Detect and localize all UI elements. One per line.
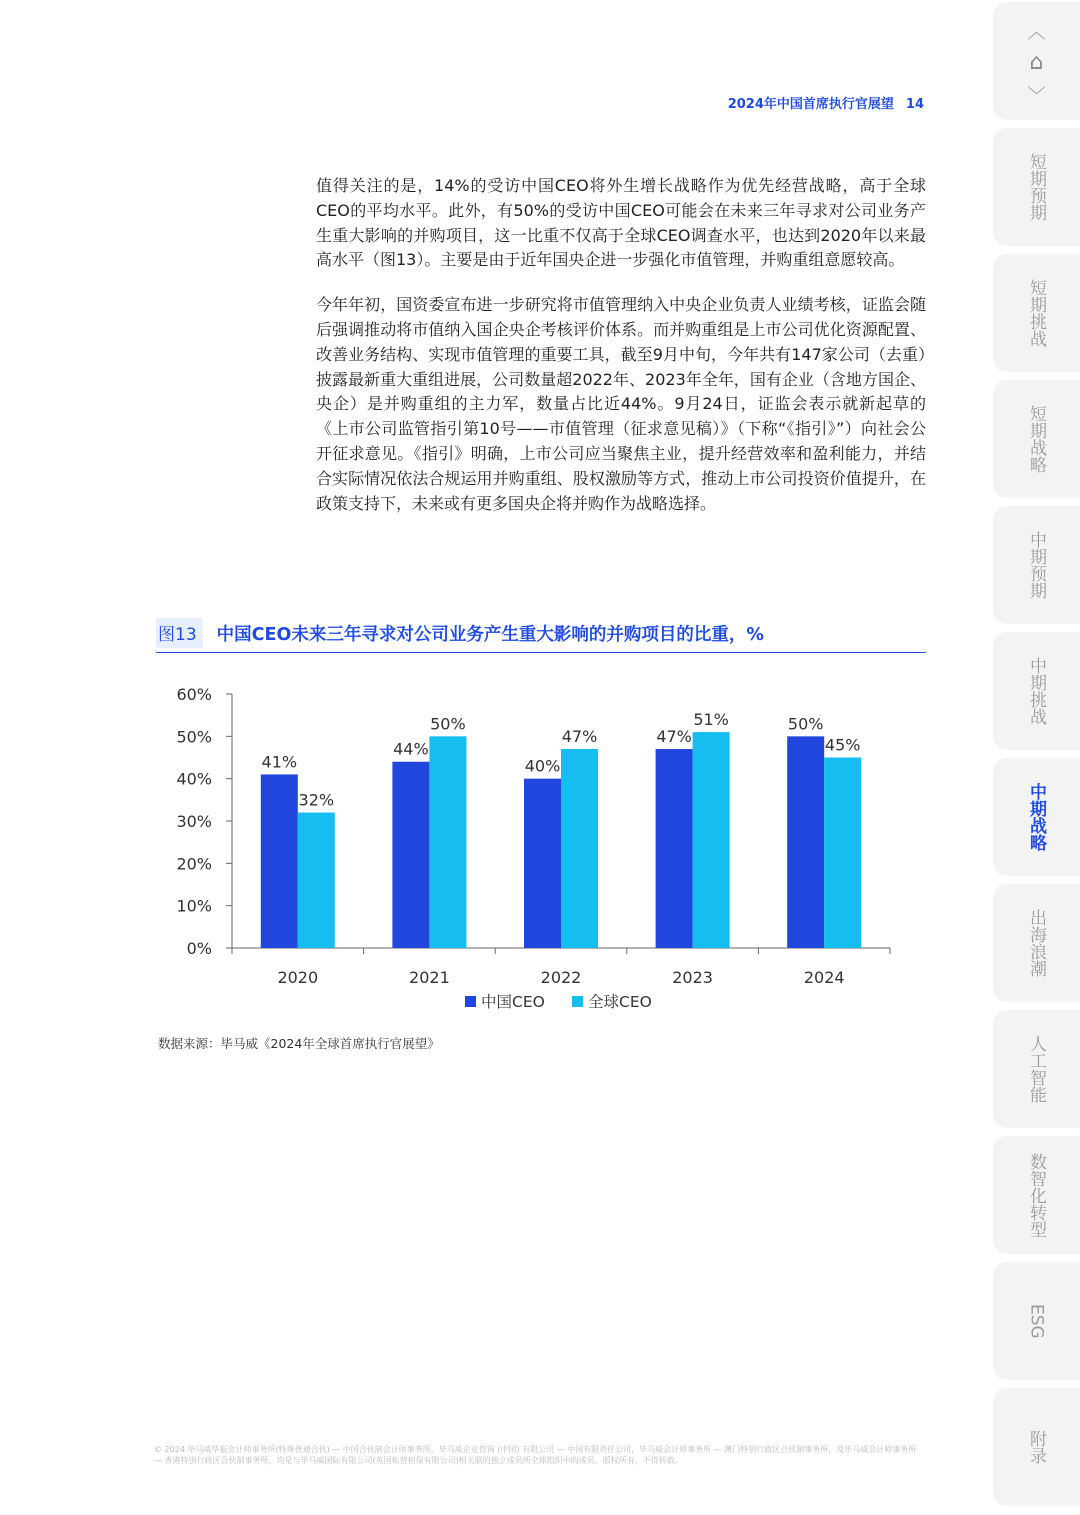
report-title: 2024年中国首席执行官展望: [727, 97, 894, 112]
chevron-down-icon[interactable]: ﹀: [1027, 86, 1046, 107]
bar-chart: [150, 676, 910, 1026]
figure-source: 数据来源：毕马威《2024年全球首席执行官展望》: [158, 1036, 440, 1051]
x-tick-label: 2024: [803, 968, 845, 987]
nav-tab-label: 短期预期: [1026, 153, 1046, 221]
nav-tab-label: ESG: [1026, 1303, 1047, 1339]
nav-tab-label: 数智化转型: [1026, 1152, 1046, 1238]
x-tick-label: 2022: [540, 968, 582, 987]
data-label: 45%: [824, 735, 861, 755]
bar-global-ceo: [429, 736, 466, 948]
nav-tab-label: 出海浪潮: [1026, 909, 1046, 977]
data-label: 47%: [656, 727, 692, 747]
y-tick-label: 20%: [176, 854, 212, 874]
nav-tab-3[interactable]: [993, 380, 1080, 498]
data-label: 50%: [430, 714, 466, 734]
body-text: [316, 174, 926, 536]
nav-tab-label: 中期战略: [1026, 783, 1046, 851]
legend-swatch: [572, 996, 583, 1007]
bar-global-ceo: [693, 732, 730, 948]
figure-title: 中国CEO未来三年寻求对公司业务产生重大影响的并购项目的比重，%: [216, 625, 764, 645]
nav-controls: [993, 2, 1080, 120]
nav-tab-label: 中期挑战: [1026, 657, 1046, 725]
legend-label: 全球CEO: [588, 993, 652, 1011]
nav-tab-label: 短期战略: [1026, 405, 1046, 473]
y-tick-label: 40%: [176, 769, 212, 789]
x-tick-label: 2021: [409, 968, 450, 987]
data-label: 44%: [393, 739, 429, 759]
data-label: 50%: [787, 714, 824, 734]
copyright-footer: © 2024 毕马威华振会计师事务所(特殊普通合伙) — 中国合伙制会计师事务所，毕马威企业咨询 (中国) 有限公司 — 中国有限责任公司，毕马威会计师事务所 — 澳门特别行政区合伙制事务所，及毕马威会计师事务所 — 香港特别行政区合伙制事务所，均是与毕马威国际有限公司(英国私营担保有限公司)相关联的独立成员所全球组织中的成员。版权所有，不得转载。: [154, 1445, 917, 1465]
nav-tab-6[interactable]: [993, 758, 1080, 876]
nav-tab-5[interactable]: [993, 632, 1080, 750]
data-label: 32%: [298, 790, 335, 810]
x-tick-label: 2020: [277, 968, 319, 987]
chevron-up-icon[interactable]: ︿: [1027, 22, 1046, 43]
nav-tab-1[interactable]: [993, 128, 1080, 246]
nav-tab-7[interactable]: [993, 884, 1080, 1002]
figure-label: 图13: [156, 618, 203, 648]
running-header: [728, 93, 924, 112]
data-label: 47%: [561, 727, 598, 747]
page-number: 14: [905, 97, 924, 112]
nav-tab-label: 人工智能: [1026, 1035, 1046, 1103]
nav-tab-8[interactable]: [993, 1010, 1080, 1128]
y-tick-label: 0%: [186, 939, 212, 958]
bar-global-ceo: [824, 758, 861, 949]
figure-title-bar: [156, 618, 926, 653]
data-label: 40%: [524, 756, 561, 776]
data-label: 41%: [261, 752, 298, 772]
nav-tab-9[interactable]: [993, 1136, 1080, 1254]
data-label: 51%: [693, 710, 729, 730]
bar-chart-svg: [150, 676, 910, 1026]
bar-global-ceo: [561, 749, 598, 948]
bar-china-ceo: [656, 749, 693, 948]
paragraph-2: 今年年初，国资委宣布进一步研究将市值管理纳入中央企业负责人业绩考核，证监会随后强调推动将市值纳入国企央企考核评价体系。而并购重组是上市公司优化资源配置、改善业务结构、实现市值管理的重要工具，截至9月中旬，今年共有147家公司（去重）披露最新重大重组进展，公司数量超2022年、2023年全年，国有企业（含地方国企、央企）是并购重组的主力军，数量占比近44%。9月24日，证监会表示就新起草的《上市公司监管指引第10号——市值管理（征求意见稿）》（下称“《指引》”）向社会公开征求意见。《指引》明确，上市公司应当聚焦主业，提升经营效率和盈利能力，并结合实际情况依法合规运用并购重组、股权激励等方式，推动上市公司投资价值提升，在政策支持下，未来或有更多国央企将并购作为战略选择。: [316, 295, 926, 513]
bar-china-ceo: [787, 736, 824, 948]
y-tick-label: 10%: [176, 896, 212, 916]
nav-tab-label: 短期挑战: [1026, 279, 1046, 347]
nav-tab-11[interactable]: [993, 1388, 1080, 1506]
legend-swatch: [465, 996, 476, 1007]
nav-tab-label: 中期预期: [1026, 531, 1046, 599]
y-tick-label: 50%: [176, 727, 212, 747]
x-tick-label: 2023: [672, 968, 713, 987]
side-nav: [993, 0, 1080, 1515]
bar-china-ceo: [261, 774, 298, 948]
nav-tab-2[interactable]: [993, 254, 1080, 372]
y-tick-label: 30%: [176, 812, 212, 831]
nav-tab-4[interactable]: [993, 506, 1080, 624]
y-tick-label: 60%: [176, 685, 212, 704]
bar-china-ceo: [524, 779, 561, 948]
home-icon[interactable]: ⌂: [1029, 50, 1044, 75]
legend-label: 中国CEO: [481, 993, 545, 1011]
nav-tab-10[interactable]: [993, 1262, 1080, 1380]
bar-global-ceo: [298, 813, 335, 948]
nav-tab-label: 附录: [1026, 1430, 1046, 1464]
bar-china-ceo: [392, 762, 429, 948]
paragraph-1: 值得关注的是，14%的受访中国CEO将外生增长战略作为优先经营战略，高于全球CEO的平均水平。此外，有50%的受访中国CEO可能会在未来三年寻求对公司业务产生重大影响的并购项目，这一比重不仅高于全球CEO调查水平，也达到2020年以来最高水平（图13）。主要是由于近年国央企进一步强化市值管理，并购重组意愿较高。: [316, 176, 926, 270]
